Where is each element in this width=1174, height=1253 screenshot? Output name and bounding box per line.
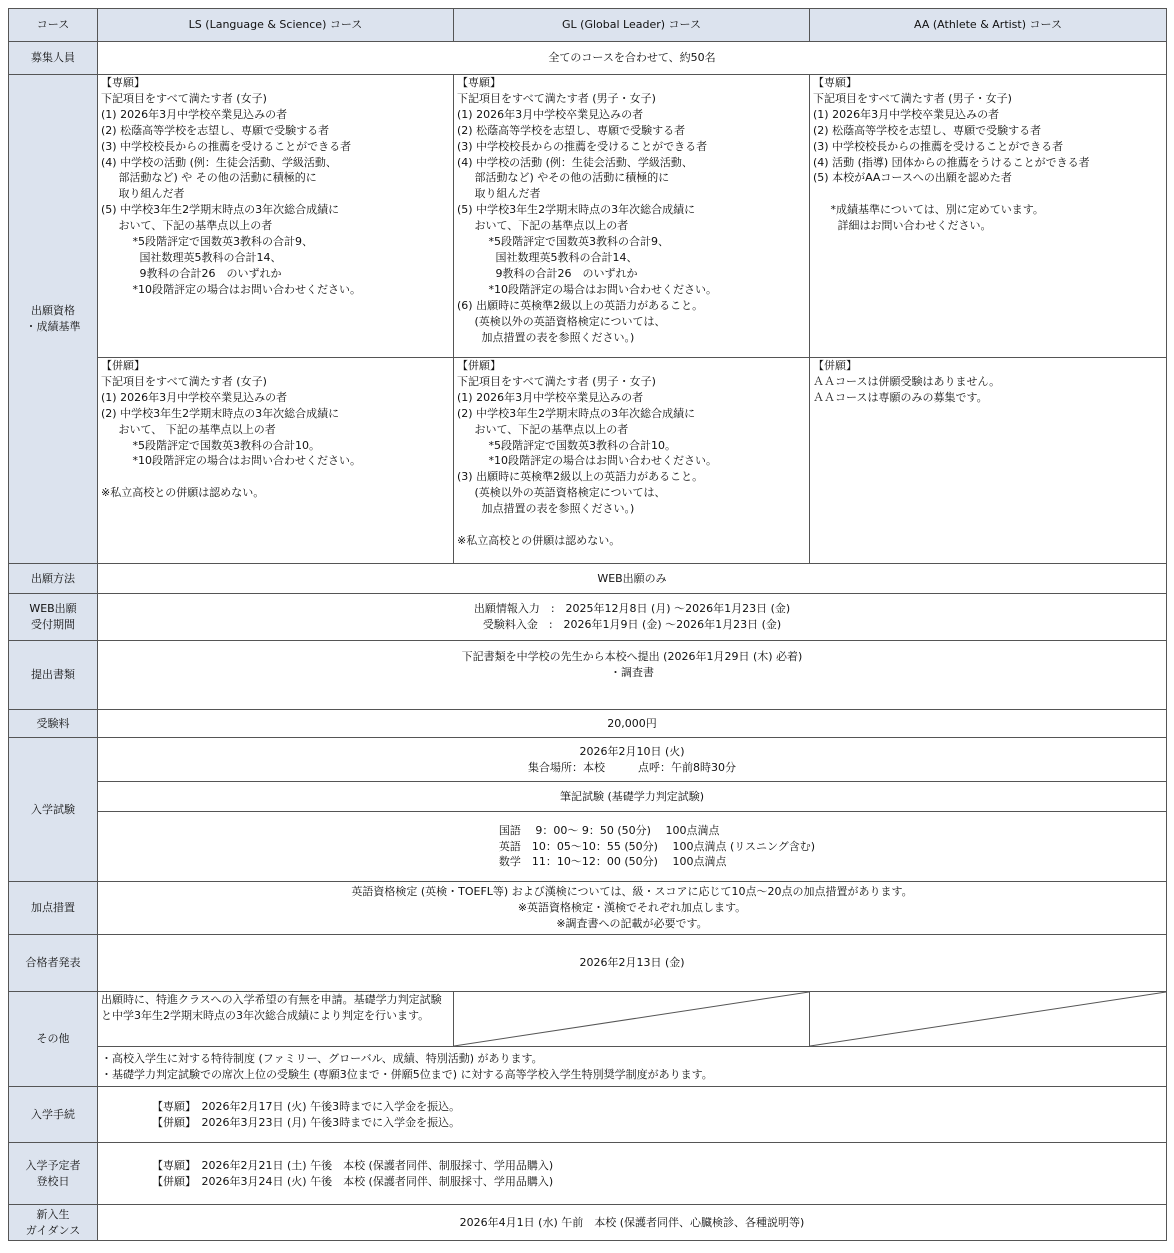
exam-place: 集合場所：本校 点呼：午前8時30分 [528, 760, 736, 774]
exam-label: 入学試験 [9, 738, 98, 882]
gl-course-header: GL (Global Leader) コース [454, 9, 810, 42]
period-label: WEB出願 受付期間 [9, 594, 98, 641]
period-line-entry: 出願情報入力 : 2025年12月8日 (月) ～2026年1月23日 (金) [473, 602, 791, 616]
diagonal-line-gl [454, 992, 809, 1046]
recruit-label: 募集人員 [9, 42, 98, 75]
eligibility-label: 出願資格 ・成績基準 [9, 75, 98, 564]
exam-subjects: 国語 9：00～ 9：50 (50分) 100点満点 英語 10：05～10：55 (50分) 100点満点 (リスニング含む) 数学 11：10～12：00 (50分) 100点満点 [498, 823, 816, 869]
period-value [98, 594, 1167, 641]
method-row [9, 564, 1167, 594]
exam-type: 筆記試験 (基礎学力判定試験) [98, 782, 1167, 812]
aa-sengan-requirements: 【専願】 下記項目をすべて満たす者 (男子・女子) (1) 2026年3月中学校卒業見込みの者 (2) 松蔭高等学校を志望し、専願で受験する者 (3) 中学校校長からの推薦を受けることができる者 (4) 活動 (指導) 団体からの推薦をうけることができる者 (5) 本校がAAコースへの出願を認めた者 *成績基準については、別に定めています。 詳細はお問い合わせください。 [810, 75, 1167, 358]
procedure-label: 入学手続 [9, 1087, 98, 1143]
bonus-line-note2: ※調査書への記載が必要です。 [556, 916, 708, 930]
procedure-value [98, 1087, 1167, 1143]
gl-sengan-requirements: 【専願】 下記項目をすべて満たす者 (男子・女子) (1) 2026年3月中学校卒業見込みの者 (2) 松蔭高等学校を志望し、専願で受験する者 (3) 中学校校長からの推薦を受けることができる者 (4) 中学校の活動 (例：生徒会活動、学級活動、 部活動など) やその他の活動に積極的に 取り組んだ者 (5) 中学校3年生2学期末時点の3年次総合成績に おいて、下記の基準点以上の者 *5段階評定で国数英3教科の合計9、 国社数理英5教科の合計14、 9教科の合計26 のいずれか *10段階評定の場合はお問い合わせください。 (6) 出願時に英検準2級以上の英語力があること。 (英検以外の英語資格検定については、 加点措置の表を参照ください。) [454, 75, 810, 358]
documents-value [98, 641, 1167, 710]
procedure-heigan: 【併願】 2026年3月23日 (月) 午後3時までに入学金を振込。 [152, 1115, 461, 1129]
guidance-value: 2026年4月1日 (水) 午前 本校 (保護者同伴、心臓検診、各種説明等) [98, 1205, 1167, 1241]
recruit-row [9, 42, 1167, 75]
exam-type-row [9, 782, 1167, 812]
period-row [9, 594, 1167, 641]
announce-row [9, 935, 1167, 992]
eligibility-sengan-row [9, 75, 1167, 358]
announce-value: 2026年2月13日 (金) [98, 935, 1167, 992]
recruit-value: 全てのコースを合わせて、約50名 [98, 42, 1167, 75]
bonus-line-note1: ※英語資格検定・漢検でそれぞれ加点します。 [517, 901, 747, 915]
documents-line-submit: 下記書類を中学校の先生から本校へ提出 (2026年1月29日 (木) 必着) [461, 650, 803, 663]
admissions-table [8, 8, 1167, 1241]
bonus-value [98, 882, 1167, 935]
ls-sengan-requirements: 【専願】 下記項目をすべて満たす者 (女子) (1) 2026年3月中学校卒業見込みの者 (2) 松蔭高等学校を志望し、専願で受験する者 (3) 中学校校長からの推薦を受けることができる者 (4) 中学校の活動 (例：生徒会活動、学級活動、 部活動など) や その他の活動に積極的に 取り組んだ者 (5) 中学校3年生2学期末時点の3年次総合成績に おいて、下記の基準点以上の者 *5段階評定で国数英3教科の合計9、 国社数理英5教科の合計14、 9教科の合計26 のいずれか *10段階評定の場合はお問い合わせください。 [98, 75, 454, 358]
other-gl-empty [454, 992, 810, 1047]
other-all-text: ・高校入学生に対する特待制度 (ファミリー、グローバル、成績、特別活動) があります。 ・基礎学力判定試験での席次上位の受験生 (専願3位まで・併願5位まで) に対する高等学校入学生特別奨学制度があります。 [98, 1047, 1167, 1087]
orientation-sengan: 【専願】 2026年2月21日 (土) 午後 本校 (保護者同伴、制服採寸、学用品購入) [152, 1158, 554, 1172]
fee-label: 受験料 [9, 710, 98, 738]
exam-date: 2026年2月10日 (火) [579, 744, 685, 758]
method-value: WEB出願のみ [98, 564, 1167, 594]
bonus-row [9, 882, 1167, 935]
exam-subjects-row [9, 812, 1167, 882]
ls-course-header: LS (Language & Science) コース [98, 9, 454, 42]
other-aa-empty [810, 992, 1167, 1047]
other-ls-text: 出願時に、特進クラスへの入学希望の有無を申請。基礎学力判定試験と中学3年生2学期末時点の3年次総合成績により判定を行います。 [98, 992, 454, 1047]
eligibility-heigan-row [9, 358, 1167, 564]
documents-label: 提出書類 [9, 641, 98, 710]
documents-line-report: ・調査書 [610, 665, 654, 679]
orientation-row [9, 1143, 1167, 1205]
announce-label: 合格者発表 [9, 935, 98, 992]
fee-row [9, 710, 1167, 738]
fee-value: 20,000円 [98, 710, 1167, 738]
diagonal-line-aa [810, 992, 1166, 1046]
procedure-sengan: 【専願】 2026年2月17日 (火) 午後3時までに入学金を振込。 [152, 1099, 461, 1113]
course-header-label: コース [9, 9, 98, 42]
bonus-label: 加点措置 [9, 882, 98, 935]
aa-heigan-requirements: 【併願】 ＡＡコースは併願受験はありません。 ＡＡコースは専願のみの募集です。 [810, 358, 1167, 564]
documents-row [9, 641, 1167, 710]
guidance-label: 新入生 ガイダンス [9, 1205, 98, 1241]
period-line-payment: 受験料入金 : 2026年1月9日 (金) ～2026年1月23日 (金) [482, 618, 782, 631]
header-row [9, 9, 1167, 42]
procedure-row [9, 1087, 1167, 1143]
bonus-line-main: 英語資格検定 (英検・TOEFL等) および漢検については、級・スコアに応じて10点～20点の加点措置があります。 [351, 885, 913, 899]
orientation-value [98, 1143, 1167, 1205]
aa-course-header: AA (Athlete & Artist) コース [810, 9, 1167, 42]
gl-heigan-requirements: 【併願】 下記項目をすべて満たす者 (男子・女子) (1) 2026年3月中学校卒業見込みの者 (2) 中学校3年生2学期末時点の3年次総合成績に おいて、下記の基準点以上の者 *5段階評定で国数英3教科の合計10。 *10段階評定の場合はお問い合わせください。 (3) 出願時に英検準2級以上の英語力があること。 (英検以外の英語資格検定については、 加点措置の表を参照ください。) ※私立高校との併願は認めない。 [454, 358, 810, 564]
exam-subjects-cell [98, 812, 1167, 882]
exam-date-row [9, 738, 1167, 782]
other-all-row [9, 1047, 1167, 1087]
other-label: その他 [9, 992, 98, 1087]
other-course-row [9, 992, 1167, 1047]
exam-date-place [98, 738, 1167, 782]
method-label: 出願方法 [9, 564, 98, 594]
ls-heigan-requirements: 【併願】 下記項目をすべて満たす者 (女子) (1) 2026年3月中学校卒業見込みの者 (2) 中学校3年生2学期末時点の3年次総合成績に おいて、 下記の基準点以上の者 *5段階評定で国数英3教科の合計10。 *10段階評定の場合はお問い合わせください。 ※私立高校との併願は認めない。 [98, 358, 454, 564]
orientation-heigan: 【併願】 2026年3月24日 (火) 午後 本校 (保護者同伴、制服採寸、学用品購入) [152, 1174, 554, 1188]
orientation-label: 入学予定者 登校日 [9, 1143, 98, 1205]
guidance-row [9, 1205, 1167, 1241]
